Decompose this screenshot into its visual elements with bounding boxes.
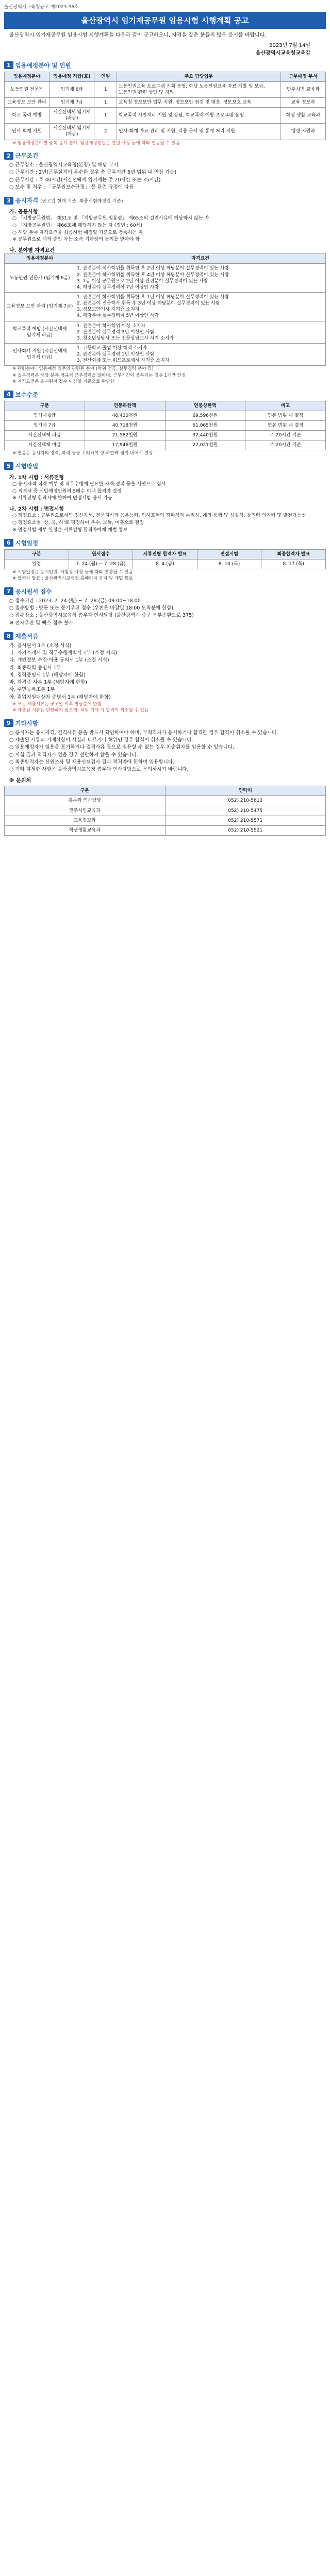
apply-item: ○ 접수방법 : 방문 또는 등기우편 접수 (우편은 마감일 18:00 도착분에 한함): [9, 605, 174, 612]
apply-item: ○ 접수기간 : 2023. 7. 24.(월) ~ 7. 28.(금) 09:00~18:00: [9, 598, 141, 604]
table-cell: 27,021천원: [165, 440, 245, 450]
contact-table: [4, 786, 326, 836]
section-title-documents: 8 제출서류: [4, 632, 326, 640]
table-cell: 1. 관련분야 학사학위 이상 소지자 2. 관련분야 실무경력 3년 이상인 사람 3. 청소년상담사 또는 전문상담교사 자격 소지자: [75, 321, 326, 343]
table-cell: 17,946천원: [85, 440, 165, 450]
exam-phase1-item: ○ 응시자격 적격 여부 및 직무수행에 필요한 자격·경력 등을 서면으로 심사: [12, 481, 166, 487]
table-header-cell: 자격요건: [75, 254, 326, 264]
section-title-eligibility: 3 응시자격 (공고일 현재 기준, 최종시험예정일 기준): [4, 196, 326, 205]
table-row: [5, 108, 326, 124]
eligibility-general-title: 가. 공통사항: [9, 209, 38, 215]
table-cell: 주 20시간 기준: [245, 431, 326, 440]
condition-item: ○ 근무기간 : 2년(근무실적이 우수한 경우 총 근무기간 5년 범위 내 연장 가능): [9, 170, 177, 176]
table-cell: 052) 210-5571: [165, 816, 326, 825]
table-cell: 일정: [5, 559, 69, 569]
contact-title: ※ 문의처: [9, 778, 31, 784]
apply-item: ※ 전자우편 및 팩스 접수 불가: [9, 620, 74, 626]
misc-list: [4, 730, 326, 774]
table-cell: 1. 고등학교 졸업 이상 학력 소지자 2. 관련분야 실무경력 1년 이상인 사람 3. 전산회계 또는 워드프로세서 자격증 소지자: [75, 343, 326, 365]
misc-item: ○ 응시자는 응시자격, 결격사유 등을 반드시 확인하여야 하며, 부적격자가 응시하거나 합격한 경우 합격이 취소될 수 있습니다.: [9, 730, 278, 736]
document-item: 나. 자기소개서 및 직무수행계획서 1부 (소정 서식): [9, 650, 117, 656]
exam-phase1-item: ※ 서류전형 합격자에 한하여 면접시험 응시 가능: [12, 495, 112, 501]
salary-table: [4, 401, 326, 451]
table-row: [5, 825, 326, 835]
table-row: [5, 292, 326, 321]
table-cell: 시간선택제 라급: [5, 431, 85, 440]
exam-phase2-item: ※ 면접시험 세부 일정은 서류전형 합격자에게 개별 통보: [12, 527, 128, 533]
recruit-footnote: ※ 임용예정분야별 중복 응시 불가, 임용예정인원은 결원 사정 등에 따라 변동될 수 있음: [12, 140, 180, 146]
table-cell: 052) 210-5612: [165, 796, 326, 806]
page-title: 울산광역시 임기제공무원 임용시험 시행계획 공고: [4, 12, 326, 29]
table-cell: 임기제 6급: [50, 81, 94, 97]
table-header-cell: 구분: [5, 401, 85, 411]
table-cell: 학교폭력 사안처리 지원 및 상담, 학교폭력 예방 프로그램 운영: [117, 108, 281, 124]
eligibility-notes: [4, 366, 326, 385]
table-row: [5, 440, 326, 450]
table-header-cell: 인원: [94, 72, 117, 81]
section-title-conditions: 2 근무조건: [4, 151, 326, 160]
table-row: [5, 97, 326, 107]
table-cell: 학생 생활 교육과: [280, 108, 325, 124]
table-header-cell: 임용예정 직급(호): [50, 72, 94, 81]
table-cell: 임기제 7급: [5, 421, 85, 431]
table-cell: 21,582천원: [85, 431, 165, 440]
table-row: [5, 431, 326, 440]
announcement-page: [0, 0, 330, 841]
eligibility-detail-title: 나. 분야별 자격요건: [9, 248, 55, 254]
section-title-salary: 4 보수수준: [4, 391, 326, 399]
documents-list: [4, 642, 326, 701]
table-cell: 40,718천원: [85, 421, 165, 431]
table-cell: 7. 24.(월) ~ 7. 28.(금): [69, 559, 133, 569]
table-cell: 61,065천원: [165, 421, 245, 431]
eligibility-note: ※ 자격요건은 응시원서 접수 마감일 기준으로 판단함: [12, 379, 114, 385]
table-header-cell: 서류전형 합격자 발표: [133, 549, 197, 559]
table-cell: 8. 17.(목): [261, 559, 326, 569]
exam-phase1-item: ○ 적격자 중 선발예정인원의 5배수 이내 합격자 결정: [12, 488, 122, 494]
eligibility-general-item: ○ 「지방공무원법」 제31조 및 「지방공무원 임용령」 제65조의 결격사유에 해당하지 않는 자: [12, 215, 209, 222]
salary-note: ※ 연봉은 응시자의 경력, 학력 등을 고려하여 상·하한액 범위 내에서 결정: [12, 451, 153, 456]
document-item: 아. 취업지원대상자 증명서 1부 (해당자에 한함): [9, 694, 111, 700]
table-cell: 시간선택제 마급: [5, 440, 85, 450]
table-cell: 8. 4.(금): [133, 559, 197, 569]
announcement-org: 울산광역시교육청교육감: [255, 50, 310, 56]
document-item: 가. 응시원서 1부 (소정 서식): [9, 642, 72, 649]
section-title-exam: 5 시험방법: [4, 462, 326, 470]
eligibility-general-item: ※ 공무원으로 재직 중인 자는 소속 기관장의 동의를 받아야 함: [12, 236, 140, 243]
intro-text: 울산광역시 임기제공무원 임용시험 시행계획을 다음과 같이 공고하오니, 자격을 갖춘 분들의 많은 응시를 바랍니다.: [9, 32, 267, 38]
table-cell: 학교 폭력 예방: [5, 108, 50, 124]
recruit-table: [4, 72, 326, 140]
table-row: [5, 343, 326, 365]
exam-phase1-title: 가. 1차 시험 : 서류전형: [9, 474, 64, 481]
table-header-cell: 임용예정분야: [5, 254, 75, 264]
condition-item: ○ 보수 및 처우 : 「공무원보수규정」 등 관련 규정에 따름: [9, 184, 134, 190]
misc-item: ○ 임용예정자가 임용을 포기하거나 결격사유 등으로 임용할 수 없는 경우 차순위자를 임용할 수 있습니다.: [9, 744, 235, 751]
schedule-note: ※ 합격자 발표 : 울산광역시교육청 홈페이지 공지 및 개별 통보: [12, 576, 133, 582]
documents-notes: [4, 701, 326, 714]
table-cell: 46,430천원: [85, 411, 165, 420]
table-row: [5, 264, 326, 293]
table-cell: 교육정보 보안 관리 (임기제 7급): [5, 292, 75, 321]
table-cell: 2: [94, 124, 117, 140]
table-row: [5, 411, 326, 420]
document-item: 마. 경력증명서 1부 (해당자에 한함): [9, 672, 86, 678]
exam-phase2-list: [4, 512, 326, 533]
table-cell: 임기제 6급: [5, 411, 85, 420]
apply-list: [4, 598, 326, 627]
table-header-cell: 원서접수: [69, 549, 133, 559]
table-row: [5, 816, 326, 825]
documents-note: ※ 제출된 서류는 반환하지 않으며, 허위 기재 시 합격이 취소될 수 있음: [12, 708, 149, 714]
condition-item: ○ 근무시간 : 주 40시간(시간선택제 임기제는 주 20시간 또는 35시간): [9, 177, 161, 183]
section-title-recruit: 1 임용예정분야 및 인원: [4, 61, 326, 70]
table-header-cell: 임용예정분야: [5, 72, 50, 81]
exam-phase1-list: [4, 481, 326, 502]
table-cell: 노동인권 전문가 (임기제 6급): [5, 264, 75, 293]
table-cell: 임기제 7급: [50, 97, 94, 107]
table-header-cell: 연봉상한액: [165, 401, 245, 411]
exam-phase2-title: 나. 2차 시험 : 면접시험: [9, 506, 64, 513]
document-item: 바. 자격증 사본 1부 (해당자에 한함): [9, 680, 87, 686]
table-cell: 1. 관련분야 학사학위를 취득한 후 1년 이상 해당분야 실무경력이 있는 사람 2. 관련분야 전문학사 취득 후 3년 이상 해당분야 실무경력이 있는 사람 3. 정보보안기사 자격증 소지자 4. 해당분야 실무경력이 5년 이상인 사람: [75, 292, 326, 321]
section-title-misc: 9 기타사항: [4, 719, 326, 727]
table-header-cell: 비고: [245, 401, 326, 411]
document-item: 다. 개인정보 수집·이용 동의서 1부 (소정 서식): [9, 657, 109, 664]
table-row: [5, 321, 326, 343]
table-header-cell: 연락처: [165, 786, 326, 796]
eligibility-general-item: ○ 「지방공무원법」 제66조에 해당하지 않는 자 (정년 : 60세): [12, 222, 143, 228]
schedule-note: ※ 시험일정은 응시인원, 시험장 사정 등에 따라 변경될 수 있음: [12, 569, 133, 575]
table-cell: 1: [94, 108, 117, 124]
apply-item: ○ 접수장소 : 울산광역시교육청 총무과 인사담당 (울산광역시 중구 북부순환도로 375): [9, 613, 194, 619]
misc-item: ○ 제출된 서류의 기재사항이 사실과 다르거나 허위인 경우 합격이 취소될 수 있습니다.: [9, 737, 193, 743]
document-item: 라. 최종학력 증명서 1부: [9, 665, 61, 671]
table-cell: 노동인권 전문가: [5, 81, 50, 97]
eligibility-table: [4, 253, 326, 366]
table-cell: 052) 210-5475: [165, 806, 326, 816]
table-header-cell: 주요 담당업무: [117, 72, 281, 81]
section-title-schedule: 6 시험일정: [4, 539, 326, 547]
misc-item: ○ 최종합격자는 신원조사 및 채용신체검사 결과 적격자에 한하여 임용합니다.: [9, 759, 174, 765]
table-row: [5, 81, 326, 97]
table-cell: 교육청 정보보안 업무 지원, 정보보안 점검 및 대응, 정보보호 교육: [117, 97, 281, 107]
table-header-cell: 구분: [5, 786, 166, 796]
table-cell: 052) 210-5521: [165, 825, 326, 835]
table-row: [5, 421, 326, 431]
table-cell: 연봉 범위 내 결정: [245, 421, 326, 431]
table-cell: 연봉 범위 내 결정: [245, 411, 326, 420]
table-cell: 총무과 인사담당: [5, 796, 166, 806]
table-cell: 69,596천원: [165, 411, 245, 420]
table-header-cell: 면접시험: [197, 549, 261, 559]
table-cell: 시간선택제 임기제 (마급): [50, 124, 94, 140]
announcement-number: 울산광역시교육청공고 제2023-36호: [4, 5, 79, 10]
table-cell: 시간선택제 임기제 (라급): [50, 108, 94, 124]
condition-item: ○ 근무장소 : 울산광역시교육청(본청) 및 해당 부서: [9, 162, 119, 168]
table-header-cell: 근무예정 부서: [280, 72, 325, 81]
table-header-cell: 최종합격자 발표: [261, 549, 326, 559]
table-cell: 민주시민 교육과: [280, 81, 325, 97]
eligibility-note: ※ 관련분야 : 임용예정 업무와 관련된 분야 (학위 전공, 실무경력 분야 등): [12, 366, 154, 372]
table-header-cell: 구분: [5, 549, 69, 559]
eligibility-general-list: [4, 215, 326, 243]
table-row: [5, 124, 326, 140]
schedule-notes: [4, 569, 326, 582]
table-cell: 교육정보 보안 관리: [5, 97, 50, 107]
schedule-table: [4, 549, 326, 569]
misc-item: ○ 시험 결과 적격자가 없을 경우 선발하지 않을 수 있습니다.: [9, 752, 138, 758]
table-cell: 32,440천원: [165, 431, 245, 440]
table-cell: 인사회계 지원 (시간선택제 임기제 마급): [5, 343, 75, 365]
document-item: 사. 주민등록초본 1부: [9, 687, 55, 693]
exam-phase2-item: ○ 평정요소별 '상, 중, 하'로 평정하여 우수, 보통, 미흡으로 결정: [12, 520, 144, 526]
table-cell: 교육정보과: [5, 816, 166, 825]
table-row: [5, 796, 326, 806]
exam-phase2-item: ○ 평정요소 : 공무원으로서의 정신자세, 전문지식과 응용능력, 의사표현의 정확성과 논리성, 예의·품행 및 성실성, 창의력·의지력 및 발전가능성: [12, 513, 306, 519]
table-cell: 학생생활교육과: [5, 825, 166, 835]
table-cell: 1: [94, 81, 117, 97]
table-cell: 행정 지원과: [280, 124, 325, 140]
table-cell: 주 20시간 기준: [245, 440, 326, 450]
documents-note: ※ 모든 제출서류는 공고일 이후 발급분에 한함: [12, 701, 102, 707]
table-cell: 교육 정보과: [280, 97, 325, 107]
misc-item: ○ 기타 자세한 사항은 울산광역시교육청 총무과 인사담당으로 문의하시기 바랍니다.: [9, 767, 189, 773]
eligibility-note: ※ 실무경력은 해당 분야 정규직 근무경력을 말하며, 근무기간이 중복되는 경우 1개만 인정: [12, 372, 186, 378]
announcement-date: 2023년 7월 14일: [269, 42, 310, 48]
table-cell: 인사·회계 자료 관리 및 지원, 각종 문서 및 통계 처리 지원: [117, 124, 281, 140]
table-cell: 학교폭력 예방 (시간선택제 임기제 라급): [5, 321, 75, 343]
table-cell: 민주시민교육과: [5, 806, 166, 816]
section-title-apply: 7 응시원서 접수: [4, 587, 326, 596]
table-cell: 1. 관련분야 석사학위를 취득한 후 2년 이상 해당분야 실무경력이 있는 사람 2. 관련분야 학사학위를 취득한 후 4년 이상 해당분야 실무경력이 있는 사람 3. 7급 이상 공무원으로 2년 이상 관련분야 실무경력이 있는 사람 4. 해당분야 실무경력이 7년 이상인 사람: [75, 264, 326, 293]
table-cell: 인사 회계 지원: [5, 124, 50, 140]
conditions-list: [4, 162, 326, 191]
table-header-cell: 연봉하한액: [85, 401, 165, 411]
table-row: [5, 806, 326, 816]
table-cell: 8. 10.(목): [197, 559, 261, 569]
table-cell: 1: [94, 97, 117, 107]
table-cell: 노동인권교육 프로그램 기획·운영, 학생 노동인권교육 자료 개발 및 보급, 노동인권 관련 상담 및 지원: [117, 81, 281, 97]
eligibility-general-item: ○ 해당 분야 자격요건을 최종시험 예정일 기준으로 충족하는 자: [12, 229, 143, 235]
